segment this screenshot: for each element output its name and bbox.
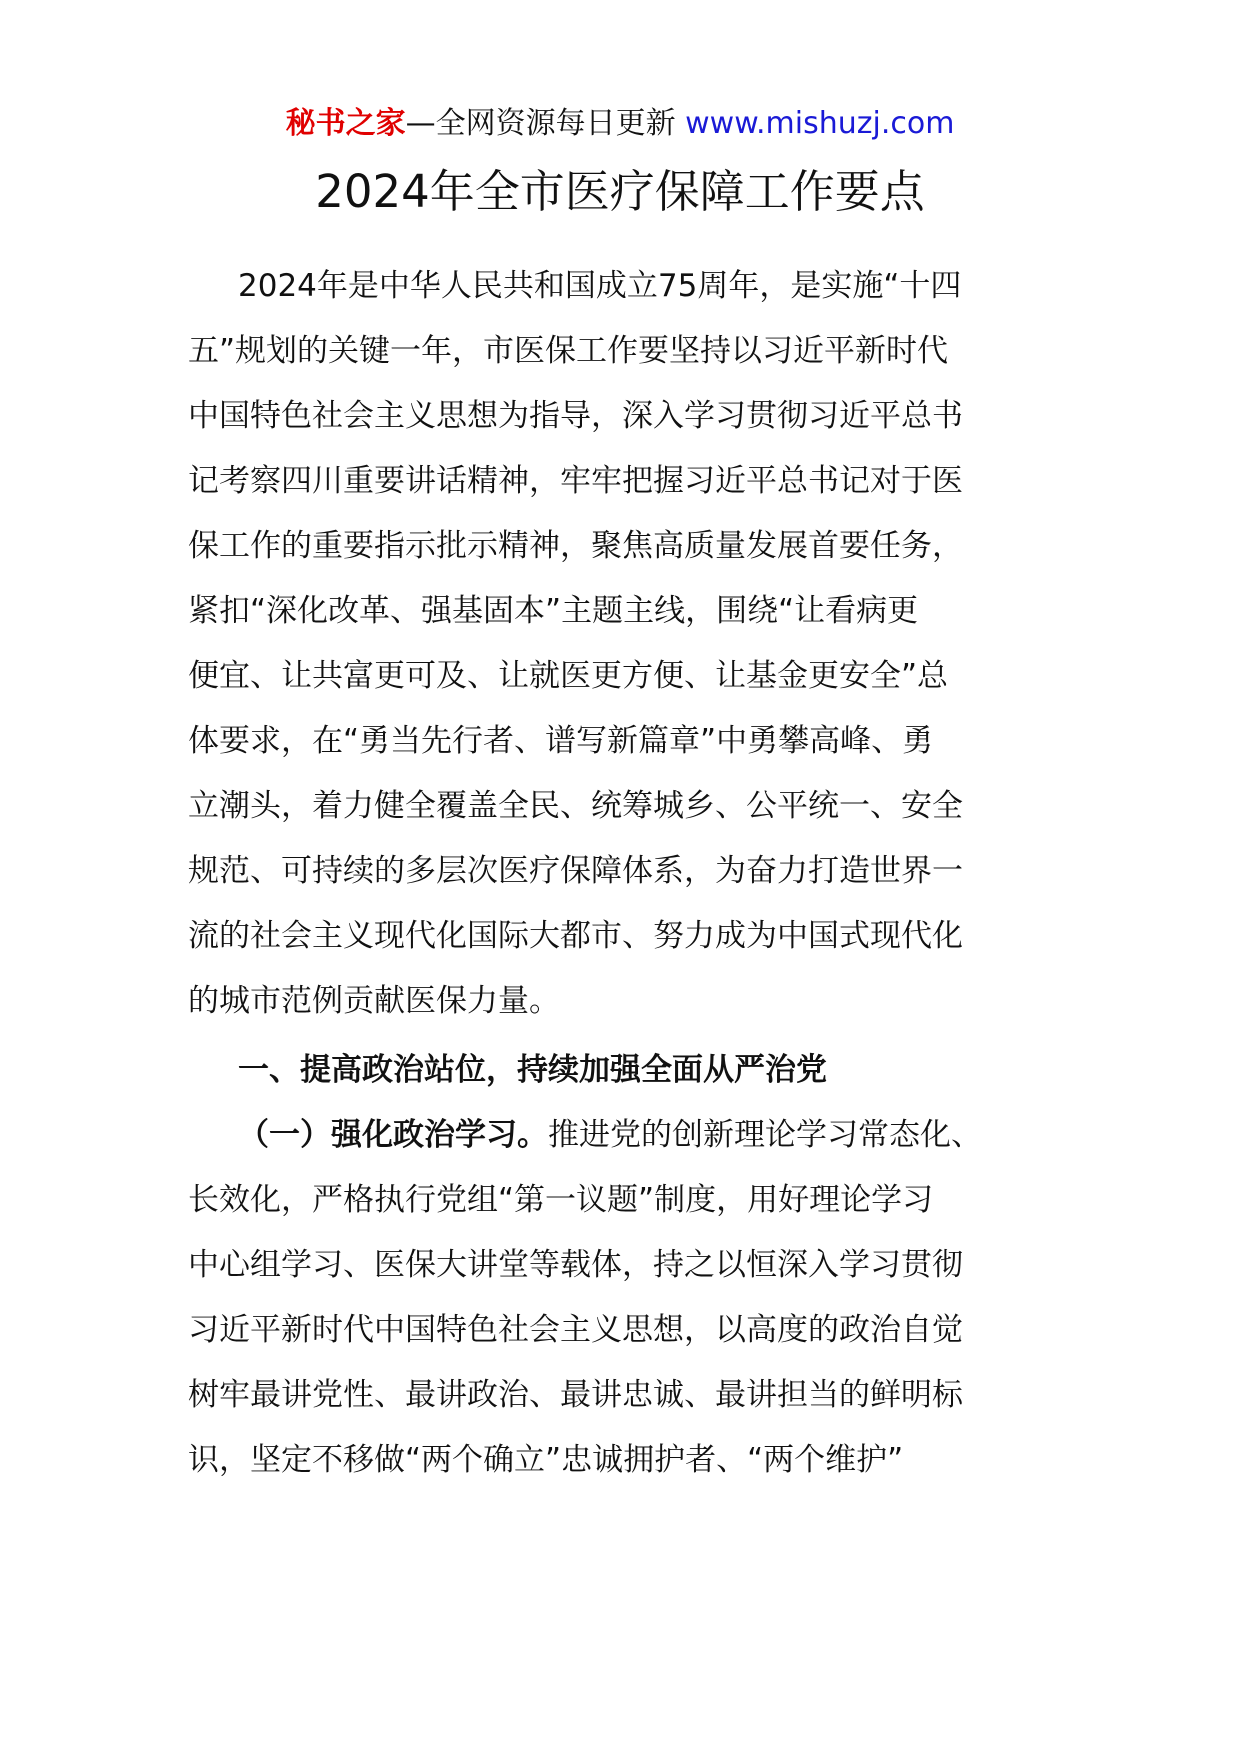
subsection-paragraph bbox=[188, 1103, 1054, 1493]
site-url-link[interactable]: www.mishuzj.com bbox=[685, 106, 955, 141]
intro-line: 体要求，在“勇当先行者、谱写新篇章”中勇攀高峰、勇 bbox=[188, 723, 934, 759]
site-banner bbox=[0, 102, 1240, 146]
subsection-line: 长效化，严格执行党组“第一议题”制度，用好理论学习 bbox=[188, 1182, 934, 1218]
intro-line: 的城市范例贡献医保力量。 bbox=[188, 983, 560, 1019]
subsection-line: 习近平新时代中国特色社会主义思想，以高度的政治自觉 bbox=[188, 1312, 963, 1348]
subsection-first-line bbox=[188, 1103, 1054, 1168]
subsection-line: 中心组学习、医保大讲堂等载体，持之以恒深入学习贯彻 bbox=[188, 1247, 963, 1283]
intro-line: 记考察四川重要讲话精神，牢牢把握习近平总书记对于医 bbox=[188, 463, 963, 499]
subsection-heading: （一）强化政治学习。 bbox=[238, 1117, 548, 1153]
intro-line: 中国特色社会主义思想为指导，深入学习贯彻习近平总书 bbox=[188, 398, 963, 434]
section-heading: 一、提高政治站位，持续加强全面从严治党 bbox=[238, 1052, 827, 1088]
intro-line: 紧扣“深化改革、强基固本”主题主线，围绕“让看病更 bbox=[188, 593, 919, 629]
intro-line: 2024年是中华人民共和国成立75周年，是实施“十四 bbox=[238, 268, 962, 304]
subsection-line: 识，坚定不移做“两个确立”忠诚拥护者、“两个维护” bbox=[188, 1442, 904, 1478]
brand-name: 秘书之家 bbox=[285, 106, 406, 141]
intro-line: 流的社会主义现代化国际大都市、努力成为中国式现代化 bbox=[188, 918, 963, 954]
subsection-line: 树牢最讲党性、最讲政治、最讲忠诚、最讲担当的鲜明标 bbox=[188, 1377, 963, 1413]
banner-tagline: —全网资源每日更新 bbox=[405, 106, 676, 141]
subsection-first-line-text: 推进党的创新理论学习常态化、 bbox=[548, 1117, 982, 1153]
intro-line: 规范、可持续的多层次医疗保障体系，为奋力打造世界一 bbox=[188, 853, 963, 889]
intro-line: 保工作的重要指示批示精神，聚焦高质量发展首要任务， bbox=[188, 528, 963, 564]
intro-line: 立潮头，着力健全覆盖全民、统筹城乡、公平统一、安全 bbox=[188, 788, 963, 824]
intro-line: 便宜、让共富更可及、让就医更方便、让基金更安全”总 bbox=[188, 658, 949, 694]
intro-paragraph bbox=[188, 254, 1054, 1034]
document-title: 2024年全市医疗保障工作要点 bbox=[315, 165, 925, 218]
intro-line: 五”规划的关键一年，市医保工作要坚持以习近平新时代 bbox=[188, 333, 949, 369]
